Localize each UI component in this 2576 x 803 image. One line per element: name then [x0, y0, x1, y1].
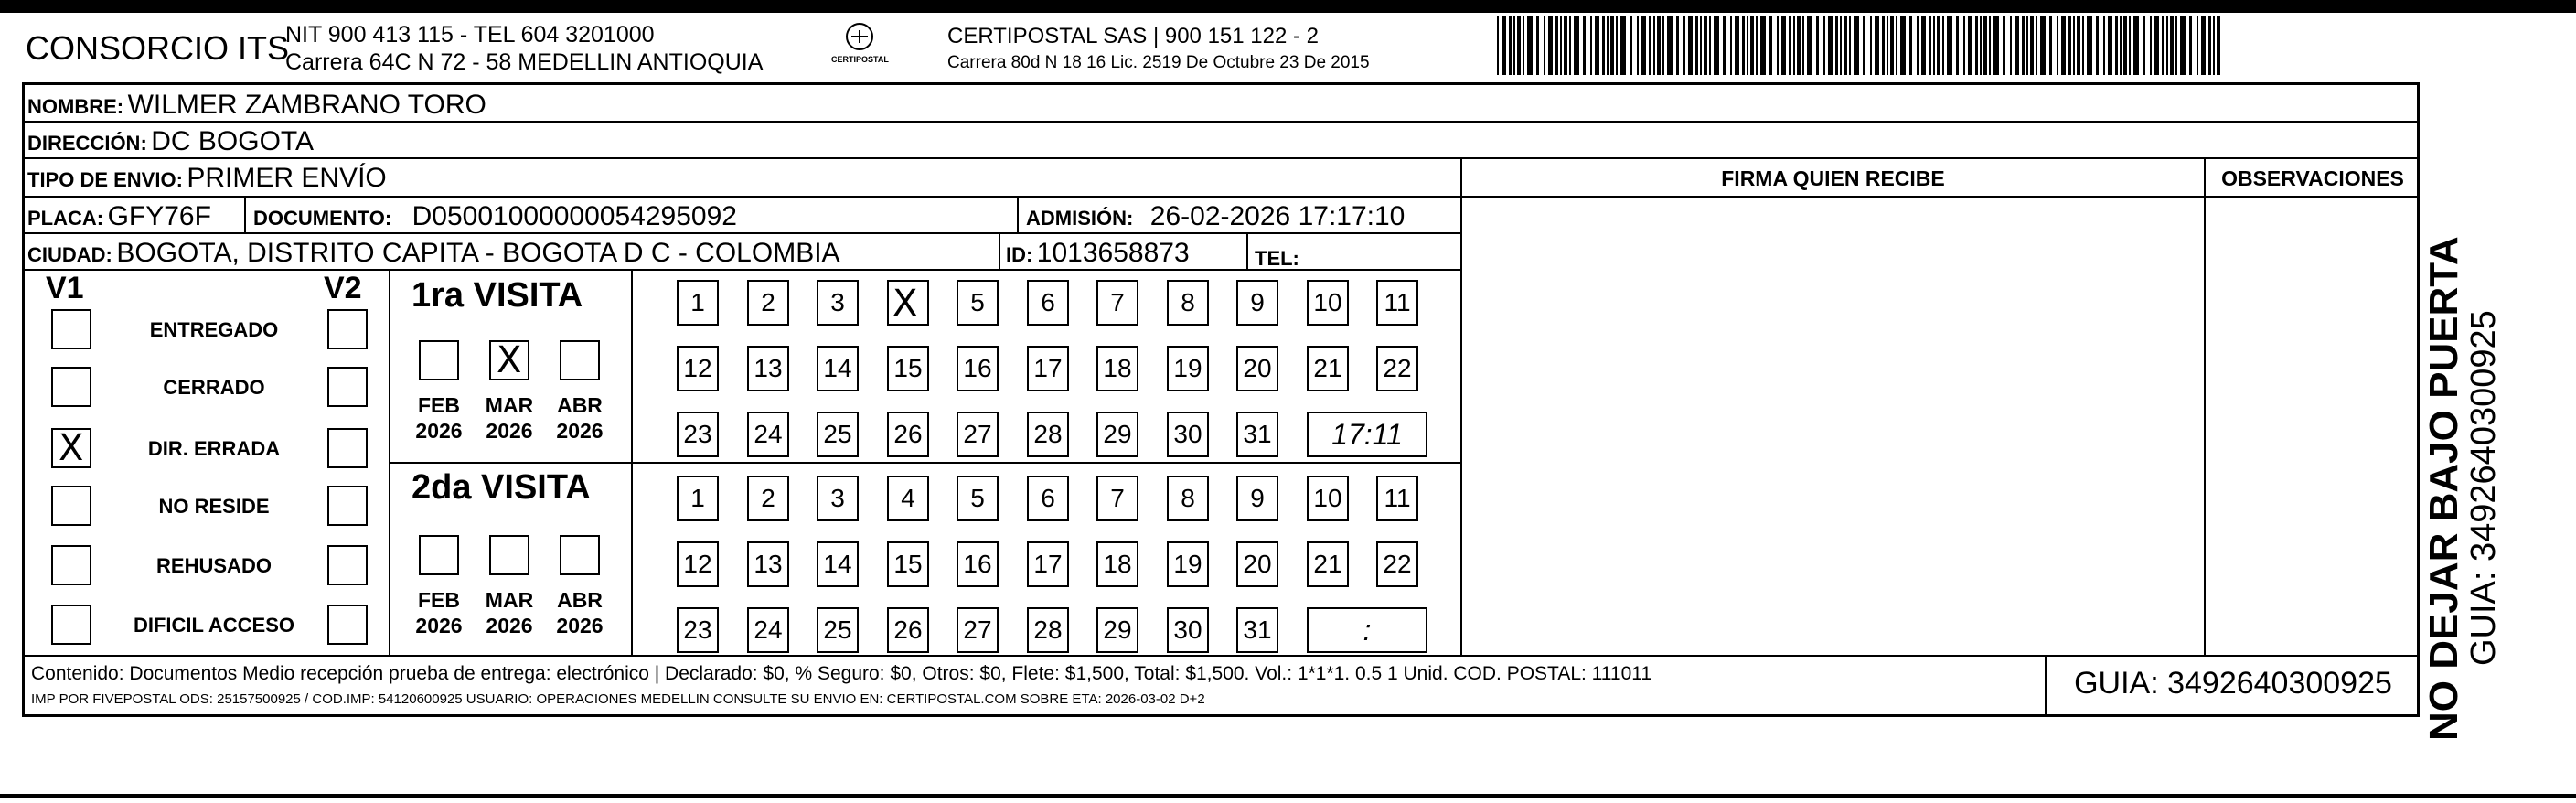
- day-box[interactable]: 16: [957, 346, 999, 391]
- status-option-label: DIFICIL ACCESO: [133, 614, 294, 637]
- barcode-bar: [2087, 16, 2092, 75]
- observaciones-header: OBSERVACIONES: [2221, 166, 2404, 190]
- barcode-bar: [1989, 16, 1991, 75]
- barcode-bar: [1709, 16, 1711, 75]
- month-check-mark: X: [497, 339, 522, 381]
- barcode-bar: [2061, 16, 2066, 75]
- barcode-bar: [1695, 16, 1698, 75]
- barcode-bar: [2003, 16, 2005, 75]
- day-box[interactable]: 29: [1096, 412, 1138, 457]
- barcode-bar: [1807, 16, 1812, 75]
- month-year-label: 2026: [556, 419, 604, 443]
- row-divider: [390, 462, 1462, 464]
- day-box[interactable]: 20: [1236, 541, 1278, 587]
- direccion-value: DC BOGOTA: [151, 126, 315, 156]
- barcode-bar: [1975, 16, 1978, 75]
- barcode-bar: [1513, 16, 1515, 75]
- barcode-bar: [1993, 16, 1999, 75]
- nombre-value: WILMER ZAMBRANO TORO: [127, 90, 486, 120]
- barcode-bar: [1620, 16, 1626, 75]
- month-checkbox[interactable]: [419, 340, 459, 380]
- day-box[interactable]: 24: [747, 607, 789, 653]
- barcode-bar: [1688, 16, 1693, 75]
- day-box[interactable]: 8: [1167, 280, 1209, 326]
- day-box[interactable]: 21: [1307, 346, 1349, 391]
- day-box[interactable]: 28: [1027, 412, 1069, 457]
- bottom-edge-bar: [0, 794, 2576, 798]
- day-box[interactable]: 9: [1236, 280, 1278, 326]
- barcode-bar: [2208, 16, 2211, 75]
- barcode-bar: [1527, 16, 1533, 75]
- footer-contents: Contenido: Documentos Medio recepción prueba de entrega: electrónico | Declarado: $0, % Seguro: $0, Otros: $0, Flete: $1,500, Total: $1,500. Vol.: 1*1*1. 0.5 1 Unid. COD. POSTAL: 111011: [31, 663, 1652, 684]
- admision-value: 26-02-2026 17:17:10: [1149, 201, 1406, 231]
- barcode-bar: [1509, 16, 1512, 75]
- placa-value: GFY76F: [107, 201, 211, 231]
- day-box[interactable]: 27: [957, 412, 999, 457]
- day-box[interactable]: 30: [1167, 412, 1209, 457]
- month-label: FEB: [418, 393, 460, 417]
- barcode-bar: [2120, 16, 2122, 75]
- day-box[interactable]: 19: [1167, 346, 1209, 391]
- day-box[interactable]: 31: [1236, 607, 1278, 653]
- barcode-bar: [2082, 16, 2084, 75]
- barcode-bar: [1502, 16, 1506, 75]
- month-label: MAR: [485, 393, 534, 417]
- day-check-mark: X: [893, 283, 918, 325]
- tipo-envio-label: TIPO DE ENVIO:: [27, 168, 183, 191]
- status-v1-checkbox[interactable]: [51, 545, 91, 585]
- day-box[interactable]: 11: [1376, 280, 1418, 326]
- day-box[interactable]: 9: [1236, 476, 1278, 521]
- day-box[interactable]: 1: [677, 280, 719, 326]
- barcode-bar: [1610, 16, 1614, 75]
- status-v1-checkbox[interactable]: [51, 367, 91, 407]
- v1-label: V1: [46, 271, 84, 305]
- barcode-bar: [1870, 16, 1872, 75]
- ciudad-field: [27, 238, 840, 269]
- nombre-row: [27, 90, 486, 121]
- barcode-bar: [1968, 16, 1972, 75]
- barcode-bar: [1657, 16, 1661, 75]
- day-box[interactable]: 5: [957, 476, 999, 521]
- barcode-bar: [1777, 16, 1779, 75]
- barcode-bar: [2073, 16, 2075, 75]
- day-box[interactable]: 26: [887, 607, 929, 653]
- barcode-bar: [2217, 16, 2220, 75]
- barcode-bar: [1747, 16, 1748, 75]
- barcode-bar: [2026, 16, 2028, 75]
- tipo-envio-value: PRIMER ENVÍO: [187, 163, 387, 193]
- barcode-bar: [1564, 16, 1567, 75]
- day-box[interactable]: 6: [1027, 280, 1069, 326]
- ciudad-value: BOGOTA, DISTRITO CAPITA - BOGOTA D C - COLOMBIA: [116, 238, 840, 268]
- day-box[interactable]: 24: [747, 412, 789, 457]
- month-label: ABR: [557, 393, 603, 417]
- day-box[interactable]: 8: [1167, 476, 1209, 521]
- day-box[interactable]: 16: [957, 541, 999, 587]
- day-box[interactable]: 7: [1096, 280, 1138, 326]
- barcode-bar: [1844, 16, 1847, 75]
- day-box[interactable]: 15: [887, 346, 929, 391]
- status-v2-checkbox[interactable]: [327, 367, 368, 407]
- observaciones-area[interactable]: [2206, 198, 2420, 655]
- barcode-bar: [1769, 16, 1772, 75]
- barcode-bar: [2077, 16, 2080, 75]
- month-year-label: 2026: [415, 419, 463, 443]
- day-box[interactable]: 27: [957, 607, 999, 653]
- visit2-title: 2da VISITA: [412, 468, 591, 507]
- barcode-bar: [1649, 16, 1651, 75]
- barcode-bar: [2133, 16, 2139, 75]
- firma-area[interactable]: [1462, 198, 2204, 655]
- barcode-bar: [2129, 16, 2131, 75]
- placa-field: [27, 201, 211, 232]
- status-option-label: NO RESIDE: [158, 495, 270, 518]
- month-checkbox[interactable]: [560, 535, 600, 575]
- month-year-label: 2026: [486, 614, 533, 637]
- day-box[interactable]: 7: [1096, 476, 1138, 521]
- day-box[interactable]: 11: [1376, 476, 1418, 521]
- barcode-bar: [2180, 16, 2186, 75]
- day-box[interactable]: 25: [817, 607, 859, 653]
- day-box[interactable]: 10: [1307, 476, 1349, 521]
- day-box[interactable]: 3: [817, 476, 859, 521]
- status-v2-checkbox[interactable]: [327, 545, 368, 585]
- day-box[interactable]: 25: [817, 412, 859, 457]
- barcode-bar: [1574, 16, 1579, 75]
- barcode-bar: [1756, 16, 1758, 75]
- month-checkbox[interactable]: [419, 535, 459, 575]
- barcode-bar: [1676, 16, 1679, 75]
- tel-field: [1255, 241, 1299, 273]
- tipo-envio-row: [27, 163, 387, 194]
- barcode-bar: [1863, 16, 1865, 75]
- day-box[interactable]: 15: [887, 541, 929, 587]
- cell-divider: [244, 196, 246, 232]
- month-year-label: 2026: [486, 419, 533, 443]
- barcode-bar: [2175, 16, 2177, 75]
- row-divider: [22, 655, 2420, 657]
- barcode-bar: [2154, 16, 2159, 75]
- day-box[interactable]: [887, 280, 929, 326]
- barcode-bar: [2108, 16, 2112, 75]
- barcode-bar: [2189, 16, 2192, 75]
- barcode-bar: [2040, 16, 2046, 75]
- barcode-bar: [2213, 16, 2215, 75]
- day-box[interactable]: 2: [747, 280, 789, 326]
- logo-text: CERTIPOSTAL: [831, 55, 889, 64]
- day-box[interactable]: 21: [1307, 541, 1349, 587]
- cell-divider: [999, 232, 1000, 269]
- barcode-bar: [2150, 16, 2152, 75]
- barcode-bar: [1583, 16, 1586, 75]
- status-v1-checkbox[interactable]: [51, 486, 91, 526]
- barcode-bar: [2162, 16, 2164, 75]
- barcode-bar: [1760, 16, 1766, 75]
- company-name: CONSORCIO ITS: [26, 29, 290, 67]
- barcode-bar: [1523, 16, 1524, 75]
- day-box[interactable]: 31: [1236, 412, 1278, 457]
- barcode-bar: [1802, 16, 1804, 75]
- barcode-bar: [1723, 16, 1726, 75]
- barcode-bar: [1896, 16, 1897, 75]
- barcode-bar: [1909, 16, 1912, 75]
- barcode-bar: [1630, 16, 1632, 75]
- barcode-bar: [1917, 16, 1919, 75]
- barcode-bar: [2030, 16, 2034, 75]
- barcode-bar: [2096, 16, 2099, 75]
- day-box[interactable]: 12: [677, 541, 719, 587]
- barcode: [1497, 16, 2226, 75]
- month-label: ABR: [557, 588, 603, 612]
- month-year-label: 2026: [415, 614, 463, 637]
- status-v1-checkbox[interactable]: [51, 605, 91, 645]
- visit1-title: 1ra VISITA: [412, 276, 583, 315]
- direccion-label: DIRECCIÓN:: [27, 132, 147, 155]
- barcode-bar: [1517, 16, 1521, 75]
- v2-label: V2: [324, 271, 362, 305]
- status-option-label: REHUSADO: [156, 554, 272, 577]
- barcode-bar: [2166, 16, 2168, 75]
- barcode-bar: [1840, 16, 1842, 75]
- barcode-bar: [2015, 16, 2019, 75]
- barcode-bar: [1849, 16, 1851, 75]
- month-checkbox[interactable]: [489, 340, 529, 380]
- id-value: 1013658873: [1036, 238, 1190, 268]
- status-v1-checkbox[interactable]: [51, 428, 91, 468]
- barcode-bar: [1595, 16, 1599, 75]
- barcode-bar: [1854, 16, 1859, 75]
- day-box[interactable]: 5: [957, 280, 999, 326]
- barcode-bar: [1983, 16, 1987, 75]
- barcode-bar: [1607, 16, 1609, 75]
- barcode-bar: [1956, 16, 1959, 75]
- day-box[interactable]: 18: [1096, 541, 1138, 587]
- barcode-bar: [2057, 16, 2058, 75]
- row-divider: [22, 121, 2420, 123]
- day-box[interactable]: 17: [1027, 541, 1069, 587]
- barcode-bar: [1823, 16, 1825, 75]
- top-edge-bar: [0, 0, 2576, 13]
- courier-info-line1: CERTIPOSTAL SAS | 900 151 122 - 2: [947, 24, 1319, 48]
- company-info-line2: Carrera 64C N 72 - 58 MEDELLIN ANTIOQUIA: [285, 49, 764, 75]
- barcode-bar: [1947, 16, 1952, 75]
- day-box[interactable]: 28: [1027, 607, 1069, 653]
- day-box[interactable]: 13: [747, 541, 789, 587]
- barcode-bar: [1667, 16, 1673, 75]
- tel-label: TEL:: [1255, 247, 1299, 270]
- id-label: ID:: [1006, 243, 1033, 266]
- status-v1-check-mark: X: [59, 427, 84, 469]
- barcode-bar: [1789, 16, 1791, 75]
- day-box[interactable]: 23: [677, 412, 719, 457]
- firma-header: FIRMA QUIEN RECIBE: [1721, 166, 1945, 190]
- row-divider: [22, 269, 1462, 271]
- barcode-bar: [1569, 16, 1571, 75]
- barcode-bar: [2170, 16, 2174, 75]
- barcode-bar: [2201, 16, 2206, 75]
- barcode-bar: [1816, 16, 1819, 75]
- documento-value: D05001000000054295092: [412, 201, 737, 231]
- month-label: FEB: [418, 588, 460, 612]
- certipostal-logo: [828, 20, 892, 71]
- admision-label: ADMISIÓN:: [1026, 207, 1134, 230]
- day-box[interactable]: 29: [1096, 607, 1138, 653]
- company-info-line1: NIT 900 413 115 - TEL 604 3201000: [285, 22, 655, 48]
- documento-field: [253, 201, 737, 232]
- day-box[interactable]: 3: [817, 280, 859, 326]
- barcode-bar: [1536, 16, 1539, 75]
- barcode-bar: [1730, 16, 1732, 75]
- day-box[interactable]: 14: [817, 346, 859, 391]
- barcode-bar: [1497, 16, 1499, 75]
- barcode-bar: [1980, 16, 1982, 75]
- day-box[interactable]: 20: [1236, 346, 1278, 391]
- barcode-bar: [1560, 16, 1562, 75]
- row-divider: [22, 157, 2420, 159]
- side-guia: GUIA: 3492640300925: [2464, 310, 2503, 666]
- barcode-bar: [1683, 16, 1685, 75]
- day-box[interactable]: 6: [1027, 476, 1069, 521]
- barcode-bar: [2068, 16, 2071, 75]
- status-v1-checkbox[interactable]: [51, 309, 91, 349]
- barcode-bar: [1875, 16, 1879, 75]
- barcode-bar: [1714, 16, 1719, 75]
- barcode-bar: [1890, 16, 1894, 75]
- month-year-label: 2026: [556, 614, 604, 637]
- status-option-label: CERRADO: [163, 376, 265, 399]
- barcode-bar: [1937, 16, 1940, 75]
- footer-guia: GUIA: 3492640300925: [2074, 666, 2392, 701]
- day-box[interactable]: 23: [677, 607, 719, 653]
- month-checkbox[interactable]: [560, 340, 600, 380]
- status-option-label: ENTREGADO: [149, 318, 279, 341]
- month-label: MAR: [485, 588, 534, 612]
- status-v2-checkbox[interactable]: [327, 486, 368, 526]
- barcode-bar: [2010, 16, 2012, 75]
- barcode-bar: [1750, 16, 1754, 75]
- barcode-bar: [1742, 16, 1745, 75]
- barcode-bar: [1887, 16, 1888, 75]
- barcode-bar: [1835, 16, 1838, 75]
- direccion-row: [27, 126, 314, 157]
- side-notice: NO DEJAR BAJO PUERTA: [2421, 236, 2466, 741]
- barcode-bar: [2197, 16, 2198, 75]
- cell-divider: [1017, 196, 1019, 232]
- barcode-bar: [1700, 16, 1702, 75]
- barcode-bar: [1637, 16, 1639, 75]
- cell-divider: [1246, 232, 1248, 269]
- barcode-bar: [1662, 16, 1664, 75]
- day-box[interactable]: 18: [1096, 346, 1138, 391]
- day-box[interactable]: 1: [677, 476, 719, 521]
- day-box[interactable]: 2: [747, 476, 789, 521]
- day-box[interactable]: 26: [887, 412, 929, 457]
- barcode-bar: [1704, 16, 1707, 75]
- footer-imp-info: IMP POR FIVEPOSTAL ODS: 25157500925 / COD.IMP: 54120600925 USUARIO: OPERACIONES MEDELLIN CONSULTE SU ENVIO EN: CERTIPOSTAL.COM SOBRE ETA: 2026-03-02 D+2: [31, 691, 1205, 707]
- id-field: [1006, 238, 1190, 269]
- side-text: [2421, 137, 2503, 741]
- barcode-bar: [2036, 16, 2037, 75]
- status-v2-checkbox[interactable]: [327, 428, 368, 468]
- barcode-bar: [1882, 16, 1885, 75]
- barcode-bar: [1963, 16, 1965, 75]
- nombre-label: NOMBRE:: [27, 95, 124, 118]
- barcode-bar: [1929, 16, 1931, 75]
- barcode-bar: [2123, 16, 2127, 75]
- time-box[interactable]: :: [1307, 607, 1427, 653]
- day-box[interactable]: 19: [1167, 541, 1209, 587]
- status-v2-checkbox[interactable]: [327, 605, 368, 645]
- day-box[interactable]: 30: [1167, 607, 1209, 653]
- barcode-bar: [1942, 16, 1944, 75]
- barcode-bar: [1828, 16, 1833, 75]
- barcode-bar: [1653, 16, 1655, 75]
- month-checkbox[interactable]: [489, 535, 529, 575]
- barcode-bar: [1793, 16, 1795, 75]
- barcode-bar: [2049, 16, 2052, 75]
- barcode-bar: [1616, 16, 1618, 75]
- barcode-bar: [1590, 16, 1592, 75]
- barcode-bar: [2103, 16, 2105, 75]
- barcode-bar: [2022, 16, 2025, 75]
- day-box[interactable]: 22: [1376, 346, 1418, 391]
- barcode-bar: [1735, 16, 1739, 75]
- day-box[interactable]: 4: [887, 476, 929, 521]
- placa-label: PLACA:: [27, 207, 104, 230]
- ciudad-label: CIUDAD:: [27, 243, 112, 266]
- time-box[interactable]: 17:11: [1307, 412, 1427, 457]
- day-box[interactable]: 10: [1307, 280, 1349, 326]
- day-box[interactable]: 22: [1376, 541, 1418, 587]
- documento-label: DOCUMENTO:: [253, 207, 392, 230]
- barcode-bar: [1602, 16, 1605, 75]
- day-box[interactable]: 14: [817, 541, 859, 587]
- day-box[interactable]: 17: [1027, 346, 1069, 391]
- admision-field: [1026, 201, 1405, 232]
- barcode-bar: [1555, 16, 1558, 75]
- barcode-bar: [1781, 16, 1786, 75]
- barcode-bar: [1641, 16, 1646, 75]
- barcode-bar: [1544, 16, 1545, 75]
- courier-info-line2: Carrera 80d N 18 16 Lic. 2519 De Octubre 23 De 2015: [947, 53, 1370, 72]
- barcode-bar: [1900, 16, 1906, 75]
- barcode-bar: [1921, 16, 1926, 75]
- barcode-bar: [2115, 16, 2118, 75]
- barcode-bar: [1548, 16, 1553, 75]
- barcode-bar: [1797, 16, 1801, 75]
- day-box[interactable]: 13: [747, 346, 789, 391]
- status-option-label: DIR. ERRADA: [147, 437, 281, 460]
- barcode-bar: [1933, 16, 1935, 75]
- day-box[interactable]: 12: [677, 346, 719, 391]
- row-divider: [22, 196, 1462, 198]
- status-v2-checkbox[interactable]: [327, 309, 368, 349]
- barcode-bar: [2143, 16, 2145, 75]
